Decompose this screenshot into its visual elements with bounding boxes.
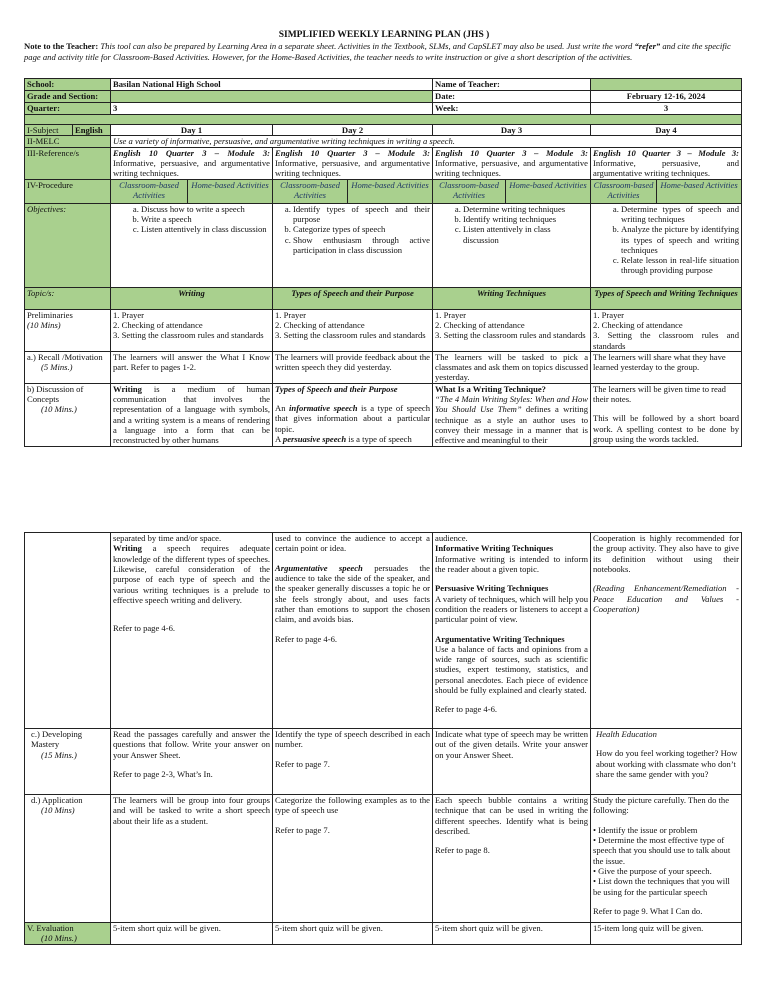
discussion-text: Use a balance of facts and opinions from a wide range of sources, such as scientific studies, expert testimony, statistics, and personal anecdotes. Each piece of evidence should be fully explained and clearly stated.: [435, 643, 588, 696]
discussion-day-2: [273, 383, 433, 446]
discussion-heading: Informative Writing Techniques: [435, 543, 554, 554]
classroom-day-2: Classroom-based Activities: [273, 179, 348, 203]
grade-value: [111, 91, 433, 103]
recall-day-1: The learners will answer the What I Know part. Refer to pages 1-2.: [111, 351, 273, 383]
objectives-day-3: [433, 203, 591, 287]
discussion-text: This will be followed by a short board work. A spelling contest to be done by group using the words tackled.: [593, 413, 740, 445]
prelim-item: 1. Prayer: [435, 309, 467, 320]
reference-day-1: [111, 147, 273, 179]
date-value: February 12-16, 2024: [591, 91, 742, 103]
objective-item: b. Analyze the picture by identifying its types of speech and writing techniques: [621, 224, 739, 255]
recall-day-2: The learners will provide feedback about the written speech they did yesterday.: [273, 351, 433, 383]
application-label: [25, 795, 111, 923]
discussion-heading: Types of Speech and their Purpose: [275, 383, 398, 394]
objective-item: c. Listen attentively in class discussion: [463, 224, 588, 245]
note-label: Note to the Teacher:: [24, 41, 99, 51]
discussion-label: [25, 383, 111, 446]
recall-label: [25, 351, 111, 383]
prelim-item: 2. Checking of attendance: [435, 319, 525, 330]
objective-item: a. Determine types of speech and writing techniques: [621, 204, 739, 225]
subject-value: English: [73, 125, 111, 136]
objectives-day-1: [111, 203, 273, 287]
prelim-item: 2. Checking of attendance: [593, 319, 683, 330]
evaluation-label: [25, 923, 111, 945]
reference-title: English 10 Quarter 3 – Module 3:: [435, 147, 589, 158]
reference-title: English 10 Quarter 3 – Module 3:: [275, 147, 430, 158]
prelim-item: 3. Setting the classroom rules and standards: [113, 330, 264, 341]
home-day-4: Home-based Activities: [657, 179, 742, 203]
objectives-label: Objectives:: [25, 203, 111, 287]
mastery-text: Read the passages carefully and answer the questions that follow. Write your answer on your Answer Sheet.: [113, 729, 270, 760]
week-value: 3: [591, 103, 742, 115]
prelim-day-4: [591, 309, 742, 351]
mastery-day-3: [433, 729, 591, 795]
application-text: Study the picture carefully. Then do the following:: [593, 795, 730, 816]
application-text: Categorize the following examples as to the type of speech use: [275, 795, 430, 816]
discussion-text: is a type of speech: [346, 434, 412, 445]
objective-item: c. Relate lesson in real-life situation through providing purpose: [621, 255, 739, 276]
preliminaries-label: [25, 309, 111, 351]
teacher-label: Name of Teacher:: [433, 79, 591, 91]
evaluation-label-text: V. Evaluation: [27, 923, 74, 933]
discussion-term: informative speech: [289, 403, 358, 414]
mastery-text: Indicate what type of speech may be written out of the given details. Write your answer on your Answer Sheet.: [435, 729, 588, 760]
application-day-4: [591, 795, 742, 923]
recall-time: (5 Mins.): [41, 362, 73, 373]
objective-item: b. Identify writing techniques: [463, 214, 588, 224]
discussion-term: Argumentative speech: [275, 562, 363, 573]
discussion-ref: Refer to page 4-6.: [113, 623, 176, 634]
grade-label: Grade and Section:: [25, 91, 111, 103]
discussion-ref: Refer to page 4-6.: [435, 704, 498, 715]
reference-day-2: [273, 147, 433, 179]
discussion-quote: “The 4 Main Writing Styles: When and How You Should Use Them”: [435, 394, 589, 415]
evaluation-day-1: 5-item short quiz will be given.: [111, 923, 273, 945]
objective-item: a. Determine writing techniques: [463, 204, 588, 214]
objectives-day-2: [273, 203, 433, 287]
discussion-cont-day-2: [273, 533, 433, 729]
classroom-day-4: Classroom-based Activities: [591, 179, 657, 203]
discussion-heading: Persuasive Writing Techniques: [435, 583, 549, 594]
prelim-day-1: [111, 309, 273, 351]
objective-item: c. Show enthusiasm through active participation in class discussion: [293, 235, 430, 256]
mastery-day-4: [591, 729, 742, 795]
topic-day-4: Types of Speech and Writing Techniques: [591, 287, 742, 309]
reference-text: Informative, persuasive, and argumentative writing techniques.: [275, 157, 430, 179]
prelim-time: (10 Mins): [27, 319, 61, 330]
week-label: Week:: [433, 103, 591, 115]
discussion-day-3: [433, 383, 591, 446]
application-time: (10 Mins): [41, 805, 75, 816]
classroom-day-1: Classroom-based Activities: [111, 179, 188, 203]
reference-day-4: [591, 147, 742, 179]
discussion-text: used to convince the audience to accept a certain point or idea.: [275, 533, 430, 554]
discussion-day-4: [591, 383, 742, 446]
prelim-item: 3. Setting the classroom rules and standards: [435, 330, 586, 341]
evaluation-day-4: 15-item long quiz will be given.: [591, 923, 742, 945]
application-label-text: d.) Application: [31, 795, 83, 805]
discussion-text: A: [275, 434, 283, 445]
application-ref: Refer to page 7.: [275, 824, 330, 835]
discussion-text: is a type of speech that gives information about a particular topic.: [275, 403, 430, 434]
application-ref: Refer to page 9. What I Can do.: [593, 905, 703, 916]
mastery-text: How do you feel working together? How about working with classmate who don’t share the same gender with you?: [596, 748, 738, 779]
prelim-day-2: [273, 309, 433, 351]
discussion-heading: What Is a Writing Technique?: [435, 383, 546, 394]
school-label: School:: [25, 79, 111, 91]
subject-label: I-Subject: [25, 125, 73, 136]
discussion-note: (Reading Enhancement/Remediation - Peace Education and Values - Cooperation): [593, 583, 739, 614]
discussion-text: is a medium of human communication that involves the representation of a language with symbols, and a writing system is a means of rendering a language into a form that can be reconstructed by other humans: [113, 383, 270, 446]
discussion-term: persuasive speech: [282, 434, 347, 445]
reference-text: Informative, persuasive, and argumentative writing techniques.: [435, 157, 589, 179]
recall-day-3: The learners will be tasked to pick a classmates and ask them on topics discussed yesterday.: [433, 351, 591, 383]
recall-label-text: a.) Recall /Motivation: [27, 351, 103, 362]
reference-label: III-Reference/s: [25, 147, 111, 179]
mastery-ref: Refer to page 7.: [275, 758, 330, 769]
application-bullet: • List down the techniques that you will be using for the particular speech: [593, 876, 730, 897]
mastery-time: (15 Mins.): [41, 749, 77, 760]
objective-item: b. Write a speech: [141, 214, 270, 224]
quarter-value: 3: [111, 103, 433, 115]
application-ref: Refer to page 8.: [435, 845, 490, 856]
objectives-day-4: [591, 203, 742, 287]
objective-item: a. Discuss how to write a speech: [141, 204, 270, 214]
discussion-term: Writing: [113, 383, 142, 394]
home-day-1: Home-based Activities: [188, 179, 273, 203]
mastery-day-2: [273, 729, 433, 795]
prelim-item: 1. Prayer: [113, 309, 145, 320]
discussion-text: An: [275, 403, 290, 414]
home-day-3: Home-based Activities: [506, 179, 591, 203]
note-refer: “refer”: [634, 41, 661, 51]
mastery-label: [25, 729, 111, 795]
evaluation-day-2: 5-item short quiz will be given.: [273, 923, 433, 945]
application-day-2: [273, 795, 433, 923]
discussion-text: The learners will be given time to read their notes.: [593, 383, 726, 405]
discussion-continued-label: [25, 533, 111, 729]
reference-text: Informative, persuasive, and argumentative writing techniques.: [113, 157, 270, 179]
topic-day-1: Writing: [111, 287, 273, 309]
page-title: SIMPLIFIED WEEKLY LEARNING PLAN (JHS ): [278, 30, 490, 40]
discussion-text: A variety of techniques, which will help you condition the readers or listeners to accept a particular point of view.: [435, 593, 588, 625]
reference-title: English 10 Quarter 3 – Module 3:: [593, 147, 740, 158]
application-bullet: • Identify the issue or problem: [593, 824, 698, 835]
date-label: Date:: [433, 91, 591, 103]
day-4-header: Day 4: [591, 125, 742, 136]
prelim-item: 3. Setting the classroom rules and standards: [275, 330, 426, 341]
plan-table-page-2: [24, 532, 742, 945]
discussion-text: Cooperation is highly recommended for the group activity. They also have to give its definition without using their notebooks.: [593, 533, 739, 574]
discussion-label-text: b) Discussion of Concepts: [27, 383, 84, 405]
topic-day-3: Writing Techniques: [433, 287, 591, 309]
reference-title: English 10 Quarter 3 – Module 3:: [113, 147, 270, 158]
discussion-ref: Refer to page 4-6.: [275, 633, 338, 644]
discussion-time: (10 Mins.): [41, 404, 77, 415]
application-bullet: • Determine the most effective type of speech that you should use to talk about the issue.: [593, 834, 731, 866]
discussion-heading: Argumentative Writing Techniques: [435, 633, 565, 644]
discussion-text: persuades the audience to take the side of the speaker, and the speaker generally discusses a topic he or she feels strongly about, and uses facts rather than emotions to support the chosen claim, and avoids bias.: [275, 562, 430, 625]
quarter-label: Quarter:: [25, 103, 111, 115]
recall-day-4: The learners will share what they have learned yesterday to the group.: [591, 351, 742, 383]
prelim-item: 1. Prayer: [593, 309, 625, 320]
plan-table-page-1: [24, 78, 742, 447]
teacher-note: [24, 41, 740, 62]
mastery-ref: Refer to page 2-3, What’s In.: [113, 768, 213, 779]
objective-item: a. Identify types of speech and their purpose: [293, 204, 430, 225]
topic-day-2: Types of Speech and their Purpose: [273, 287, 433, 309]
prelim-item: 2. Checking of attendance: [113, 319, 203, 330]
melc-value: Use a variety of informative, persuasive, and argumentative writing techniques in writing a speech.: [111, 136, 742, 147]
evaluation-time: (10 Mins.): [41, 933, 77, 944]
discussion-day-1: [111, 383, 273, 446]
prelim-label-text: Preliminaries: [27, 309, 73, 320]
day-2-header: Day 2: [273, 125, 433, 136]
objective-item: b. Categorize types of speech: [293, 224, 430, 234]
application-text: The learners will be group into four groups and will be tasked to write a short speech about their life as a student.: [113, 795, 270, 826]
discussion-text: a speech requires adequate knowledge of the different types of speeches. Likewise, careful consideration of the purpose of each type of speech and the various writing techniques is a prelude to effective speech writing and delivery.: [113, 543, 270, 605]
application-text: Each speech bubble contains a writing technique that can be used in writing the different speeches. Identify what is being described.: [435, 795, 588, 836]
note-text-b: and cite the specific page and activity title for Classroom-Based Activities. However, for the Home-Based Activities, the teacher needs to write instruction or give a short description of the activities.: [24, 41, 731, 62]
procedure-label: IV-Procedure: [25, 179, 111, 203]
discussion-text: defines a writing technique as a style an author uses to convey their message in a manner that is effective and meaningful to their: [435, 404, 589, 446]
prelim-day-3: [433, 309, 591, 351]
application-day-1: [111, 795, 273, 923]
prelim-item: 2. Checking of attendance: [275, 319, 365, 330]
discussion-text: Informative writing is intended to inform the reader about a given topic.: [435, 553, 588, 574]
prelim-item: 3. Setting the classroom rules and standards: [593, 330, 740, 351]
discussion-cont-day-4: [591, 533, 742, 729]
day-1-header: Day 1: [111, 125, 273, 136]
school-value: Basilan National High School: [111, 79, 433, 91]
teacher-value: [591, 79, 742, 91]
reference-text: Informative, persuasive, and argumentative writing techniques.: [593, 157, 740, 179]
mastery-label-text: c.) Developing Mastery: [31, 729, 83, 750]
melc-label: II-MELC: [25, 136, 111, 147]
spacer-row: [25, 115, 742, 125]
mastery-heading: Health Education: [596, 729, 657, 739]
application-day-3: [433, 795, 591, 923]
objective-item: c. Listen attentively in class discussion: [141, 224, 270, 234]
discussion-text: separated by time and/or space.: [113, 533, 222, 543]
reference-day-3: [433, 147, 591, 179]
prelim-item: 1. Prayer: [275, 309, 307, 320]
discussion-cont-day-1: [111, 533, 273, 729]
discussion-cont-day-3: [433, 533, 591, 729]
day-3-header: Day 3: [433, 125, 591, 136]
discussion-text: audience.: [435, 533, 468, 543]
home-day-2: Home-based Activities: [348, 179, 433, 203]
application-bullet: • Give the purpose of your speech.: [593, 865, 712, 876]
mastery-day-1: [111, 729, 273, 795]
discussion-term: Writing: [113, 543, 142, 554]
evaluation-day-3: 5-item short quiz will be given.: [433, 923, 591, 945]
mastery-text: Identify the type of speech described in each number.: [275, 729, 430, 750]
topics-label: Topic/s:: [25, 287, 111, 309]
classroom-day-3: Classroom-based Activities: [433, 179, 506, 203]
note-text-a: This tool can also be prepared by Learning Area in a separate sheet. Activities in the Textbook, SLMs, and CapSLET may also be used. Just write the word: [98, 41, 635, 51]
